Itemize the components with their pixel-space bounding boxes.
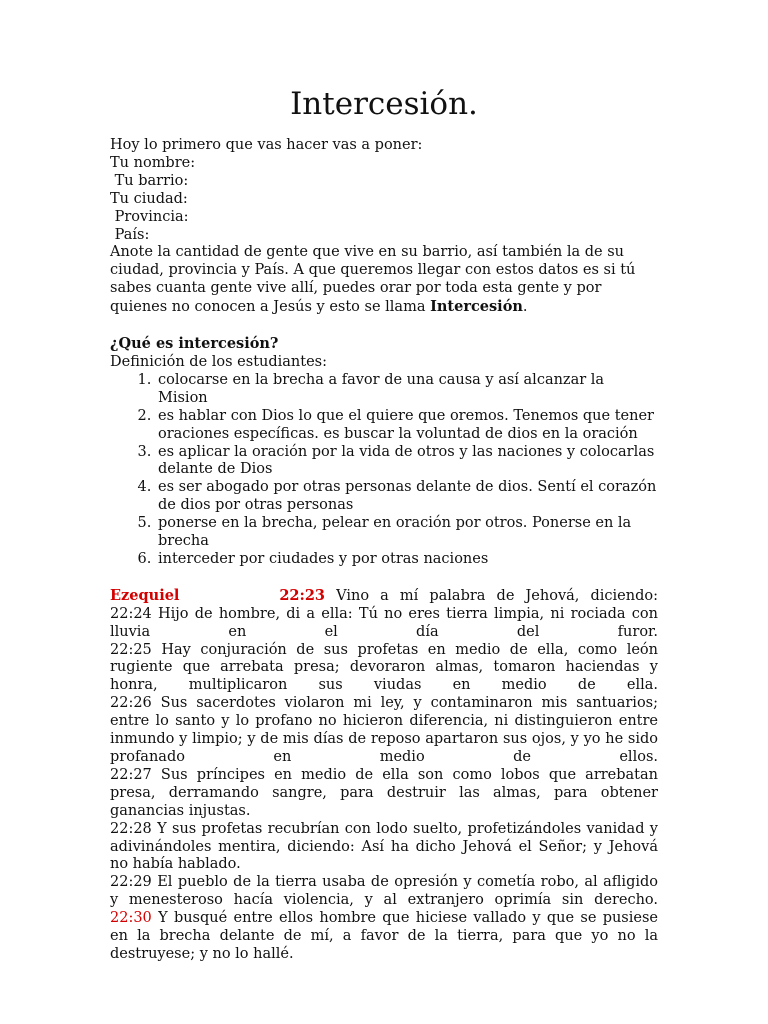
list-item: 1. colocarse en la brecha a favor de una causa y así alcanzar la Mision xyxy=(156,372,658,408)
book-name: Ezequiel xyxy=(110,586,180,604)
verse-ref: 22:23 xyxy=(279,586,326,604)
verse: 22:26 Sus sacerdotes violaron mi ley, y contaminaron mis santuarios; entre lo santo y lo profano no hicieron diferencia, ni distinguieron entre inmundo y limpio; y de mis días de reposo apartaron sus ojos, y yo he sido profanado en medio de ellos. xyxy=(110,695,658,765)
verse-text: Y busqué entre ellos hombre que hiciese vallado y que se pusiese en la brecha delante de mí, a favor de la tierra, para que yo no la destruyese; y no lo hallé. xyxy=(110,910,658,962)
intro-paragraph-text: Anote la cantidad de gente que vive en su barrio, así también la de su ciudad, provincia y País. A que queremos llegar con estos datos es si tú sabes cuanta gente vive allí, puedes orar por toda esta gente y por quienes no conocen a Jesús y esto se llama xyxy=(110,244,636,316)
list-item: 5. ponerse en la brecha, pelear en oración por otros. Ponerse en la brecha xyxy=(156,515,658,551)
intro-paragraph-end: . xyxy=(522,299,528,316)
verse-last xyxy=(110,910,658,964)
verse: 22:24 Hijo de hombre, di a ella: Tú no eres tierra limpia, ni rociada con lluvia en el día del furor. xyxy=(110,605,658,640)
field-province: Provincia: xyxy=(110,208,189,225)
scripture-passage xyxy=(110,587,658,964)
list-item: 2. es hablar con Dios lo que el quiere que oremos. Tenemos que tener oraciones específicas. es buscar la voluntad de dios en la oración xyxy=(156,408,658,444)
field-country: País: xyxy=(110,226,150,243)
field-name: Tu nombre: xyxy=(110,154,196,171)
verse-text: Vino a mí palabra de Jehová, diciendo: xyxy=(325,587,658,604)
list-item: 6. interceder por ciudades y por otras naciones xyxy=(156,551,658,569)
document-body xyxy=(110,137,658,964)
question-subheading: Definición de los estudiantes: xyxy=(110,353,328,370)
verse: 22:25 Hay conjuración de sus profetas en medio de ella, como león rugiente que arrebata presa; devoraron almas, tomaron haciendas y honra, multiplicaron sus viudas en medio de ella. xyxy=(110,641,658,694)
verse: 22:27 Sus príncipes en medio de ella son como lobos que arrebatan presa, derramando sangre, para destruir las almas, para obtener ganancias injustas. xyxy=(110,766,658,819)
intro-paragraph-bold: Intercesión xyxy=(430,298,523,316)
verse: 22:29 El pueblo de la tierra usaba de opresión y cometía robo, al afligido y menesteroso hacía violencia, y al extranjero oprimía sin derecho. xyxy=(110,874,658,909)
intro-paragraph xyxy=(110,244,658,317)
definitions-list xyxy=(110,372,658,569)
field-city: Tu ciudad: xyxy=(110,190,188,207)
verse-first xyxy=(110,587,658,606)
intro-lead: Hoy lo primero que vas hacer vas a poner: xyxy=(110,137,423,153)
verse: 22:28 Y sus profetas recubrían con lodo suelto, profetizándoles vanidad y adivinándoles mentira, diciendo: Así ha dicho Jehová el Señor; y Jehová no había hablado. xyxy=(110,820,658,873)
field-neighborhood: Tu barrio: xyxy=(110,172,189,189)
verse-ref: 22:30 xyxy=(110,910,152,927)
question-heading: ¿Qué es intercesión? xyxy=(110,335,279,353)
list-item: 3. es aplicar la oración por la vida de otros y las naciones y colocarlas delante de Dios xyxy=(156,444,658,480)
list-item: 4. es ser abogado por otras personas delante de dios. Sentí el corazón de dios por otras personas xyxy=(156,479,658,515)
page-title: Intercesión. xyxy=(290,86,478,122)
